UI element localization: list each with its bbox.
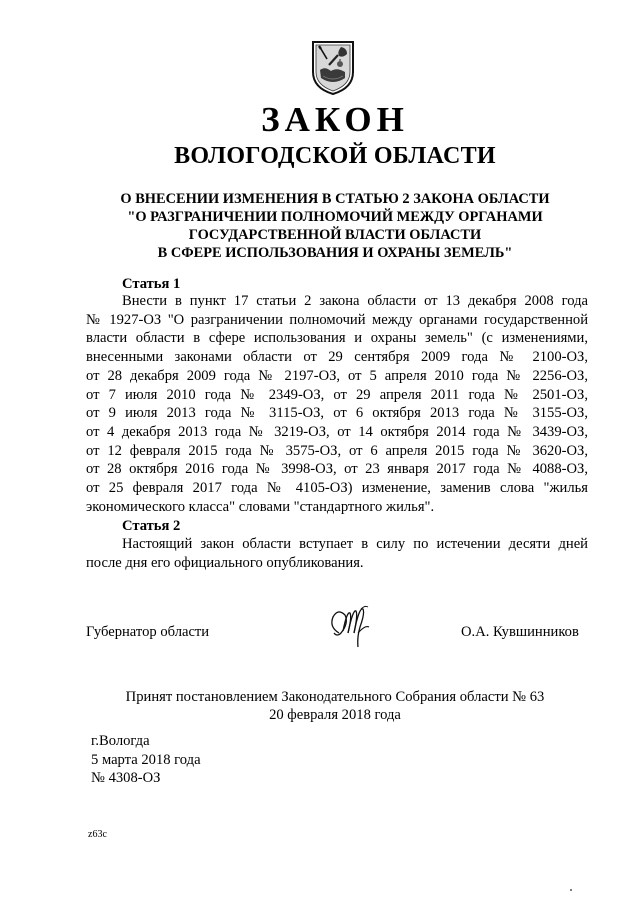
article-1-line: внесенными законами области от 29 сентября 2009 года № 2100-ОЗ, bbox=[86, 349, 588, 366]
subject-line: В СФЕРЕ ИСПОЛЬЗОВАНИЯ И ОХРАНЫ ЗЕМЕЛЬ" bbox=[157, 245, 513, 261]
document-code: z63c bbox=[88, 829, 107, 840]
subject-line: ГОСУДАРСТВЕННОЙ ВЛАСТИ ОБЛАСТИ bbox=[188, 227, 482, 243]
handwritten-signature bbox=[325, 603, 381, 649]
article-1-line: от 28 октября 2016 года № 3998-ОЗ, от 23 января 2017 года № 4088-ОЗ, bbox=[86, 461, 588, 478]
document-title: ЗАКОН bbox=[261, 100, 409, 139]
article-1-line: от 25 февраля 2017 года № 4105-ОЗ) изменение, заменив слова "жилья bbox=[86, 480, 588, 497]
law-subject bbox=[80, 190, 590, 262]
adoption-line: Принят постановлением Законодательного Собрания области № 63 bbox=[125, 689, 545, 705]
signatory-name: О.А. Кувшинников bbox=[461, 624, 579, 640]
place-city: г.Вологда bbox=[91, 733, 150, 749]
article-1-heading: Статья 1 bbox=[122, 276, 181, 292]
article-1-line: от 7 июля 2010 года № 2349-ОЗ, от 29 апреля 2011 года № 2501-ОЗ, bbox=[86, 386, 588, 403]
signing-date: 5 марта 2018 года bbox=[91, 751, 201, 768]
article-2-line: Настоящий закон области вступает в силу по истечении десяти дней bbox=[122, 536, 588, 552]
place-date-number bbox=[91, 732, 201, 788]
scan-mark bbox=[569, 888, 573, 892]
coat-of-arms-icon bbox=[307, 38, 359, 96]
article-2-line: после дня его официального опубликования. bbox=[86, 554, 364, 571]
article-2-heading: Статья 2 bbox=[122, 518, 181, 534]
article-1-line: экономического класса" словами "стандартного жилья". bbox=[86, 498, 435, 515]
article-1-line: от 4 декабря 2013 года № 3219-ОЗ, от 14 октября 2014 года № 3439-ОЗ, bbox=[86, 423, 588, 440]
article-1-line: Внести в пункт 17 статьи 2 закона области от 13 декабря 2008 года bbox=[122, 293, 588, 309]
subject-line: О ВНЕСЕНИИ ИЗМЕНЕНИЯ В СТАТЬЮ 2 ЗАКОНА ОБЛАСТИ bbox=[120, 191, 550, 207]
adoption-line: 20 февраля 2018 года bbox=[269, 707, 401, 723]
signatory-title: Губернатор области bbox=[86, 624, 210, 640]
law-number: № 4308-ОЗ bbox=[91, 770, 161, 786]
article-1-line: от 9 июля 2013 года № 3115-ОЗ, от 6 октября 2013 года № 3155-ОЗ, bbox=[86, 405, 588, 422]
article-1-text bbox=[86, 292, 588, 516]
subject-line: "О РАЗГРАНИЧЕНИИ ПОЛНОМОЧИЙ МЕЖДУ ОРГАНАМИ bbox=[127, 209, 543, 225]
article-2-text bbox=[86, 535, 588, 572]
article-1-line: от 28 декабря 2009 года № 2197-ОЗ, от 5 апреля 2010 года № 2256-ОЗ, bbox=[86, 367, 588, 384]
article-1-line: власти области в сфере использования и охраны земель" (с изменениями, bbox=[86, 330, 588, 347]
article-1-line: от 12 февраля 2015 года № 3575-ОЗ, от 6 апреля 2015 года № 3620-ОЗ, bbox=[86, 442, 588, 459]
article-1-line: № 1927-ОЗ "О разграничении полномочий между органами государственной bbox=[86, 311, 588, 328]
adoption-note bbox=[80, 688, 590, 724]
region-title: ВОЛОГОДСКОЙ ОБЛАСТИ bbox=[174, 143, 496, 169]
